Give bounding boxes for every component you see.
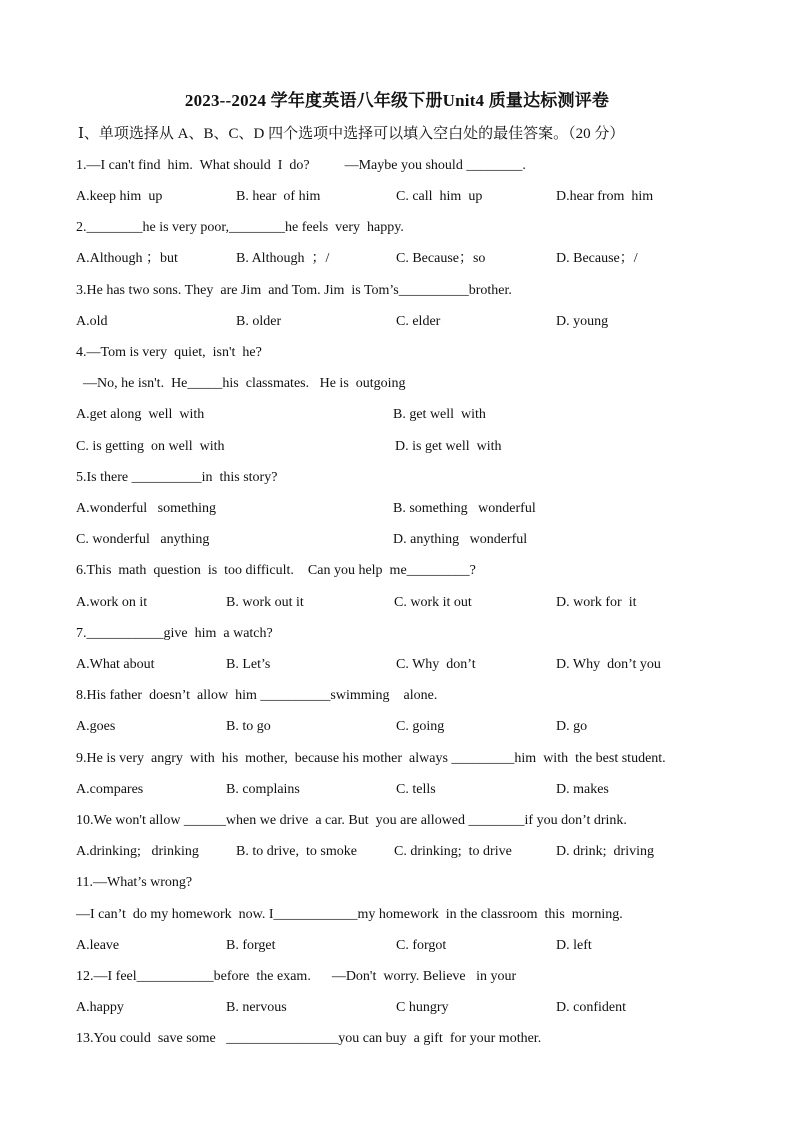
- q9-option-c: C. tells: [396, 782, 436, 797]
- q2-option-b: B. Although ；/: [236, 251, 330, 266]
- q9-option-b: B. complains: [226, 782, 300, 797]
- q11-option-a: A.leave: [76, 938, 120, 953]
- q12-option-a: A.happy: [76, 1000, 124, 1015]
- q6-option-c: C. work it out: [394, 595, 472, 610]
- question-12-stem: 12.—I feel___________before the exam. —Don't worry. Believe in your: [76, 969, 517, 984]
- q8-option-a: A.goes: [76, 719, 116, 734]
- q1-option-d: D.hear from him: [556, 189, 654, 204]
- question-4-stem: 4.—Tom is very quiet, isn't he?: [76, 345, 262, 360]
- q2-option-a: A.Although ；but: [76, 251, 178, 266]
- section-heading: Ⅰ、单项选择从 A、B、C、D 四个选项中选择可以填入空白处的最佳答案。（20 分）: [78, 126, 625, 142]
- q4-option-d: D. is get well with: [395, 439, 502, 454]
- q1-option-b: B. hear of him: [236, 189, 321, 204]
- q7-option-c: C. Why don’t: [396, 657, 476, 672]
- q2-option-c: C. Because；so: [396, 251, 486, 266]
- q12-option-d: D. confident: [556, 1000, 626, 1015]
- question-7-stem: 7.___________give him a watch?: [76, 626, 273, 641]
- question-3-stem: 3.He has two sons. They are Jim and Tom. Jim is Tom’s__________brother.: [76, 283, 512, 298]
- q9-option-d: D. makes: [556, 782, 609, 797]
- q2-option-d: D. Because；/: [556, 251, 638, 266]
- question-1-stem: 1.—I can't find him. What should I do? —Maybe you should ________.: [76, 158, 526, 173]
- q11-option-b: B. forget: [226, 938, 276, 953]
- q6-option-d: D. work for it: [556, 595, 637, 610]
- question-13-stem: 13.You could save some ________________you can buy a gift for your mother.: [76, 1031, 542, 1046]
- q4-option-b: B. get well with: [393, 407, 486, 422]
- q1-option-c: C. call him up: [396, 189, 483, 204]
- q3-option-c: C. elder: [396, 314, 441, 329]
- q5-option-a: A.wonderful something: [76, 501, 216, 516]
- question-10-stem: 10.We won't allow ______when we drive a car. But you are allowed ________if you don’t drink.: [76, 813, 627, 828]
- q3-option-b: B. older: [236, 314, 282, 329]
- q8-option-c: C. going: [396, 719, 445, 734]
- exam-title: 2023--2024 学年度英语八年级下册Unit4 质量达标测评卷: [184, 91, 610, 110]
- q7-option-d: D. Why don’t you: [556, 657, 661, 672]
- q12-option-c: C hungry: [396, 1000, 449, 1015]
- q8-option-d: D. go: [556, 719, 588, 734]
- question-11-stem-reply: —I can’t do my homework now. I____________my homework in the classroom this morning.: [76, 907, 623, 922]
- q11-option-c: C. forgot: [396, 938, 447, 953]
- q6-option-b: B. work out it: [226, 595, 304, 610]
- q5-option-b: B. something wonderful: [393, 501, 536, 516]
- q12-option-b: B. nervous: [226, 1000, 287, 1015]
- q10-option-a: A.drinking; drinking: [76, 844, 199, 859]
- q4-option-c: C. is getting on well with: [76, 439, 225, 454]
- question-9-stem: 9.He is very angry with his mother, because his mother always _________him with the best student.: [76, 751, 666, 766]
- q10-option-c: C. drinking; to drive: [394, 844, 512, 859]
- q9-option-a: A.compares: [76, 782, 144, 797]
- question-4-stem-reply: —No, he isn't. He_____his classmates. He is outgoing: [76, 376, 406, 391]
- q11-option-d: D. left: [556, 938, 592, 953]
- question-6-stem: 6.This math question is too difficult. Can you help me_________?: [76, 563, 476, 578]
- q3-option-a: A.old: [76, 314, 108, 329]
- q6-option-a: A.work on it: [76, 595, 148, 610]
- q1-option-a: A.keep him up: [76, 189, 163, 204]
- question-5-stem: 5.Is there __________in this story?: [76, 470, 278, 485]
- q10-option-d: D. drink; driving: [556, 844, 654, 859]
- q3-option-d: D. young: [556, 314, 609, 329]
- q8-option-b: B. to go: [226, 719, 271, 734]
- q5-option-d: D. anything wonderful: [393, 532, 528, 547]
- question-2-stem: 2.________he is very poor,________he feels very happy.: [76, 220, 404, 235]
- question-8-stem: 8.His father doesn’t allow him __________swimming alone.: [76, 688, 438, 703]
- q7-option-a: A.What about: [76, 657, 155, 672]
- q5-option-c: C. wonderful anything: [76, 532, 210, 547]
- q7-option-b: B. Let’s: [226, 657, 271, 672]
- q4-option-a: A.get along well with: [76, 407, 205, 422]
- question-11-stem: 11.—What’s wrong?: [76, 875, 193, 890]
- q10-option-b: B. to drive, to smoke: [236, 844, 357, 859]
